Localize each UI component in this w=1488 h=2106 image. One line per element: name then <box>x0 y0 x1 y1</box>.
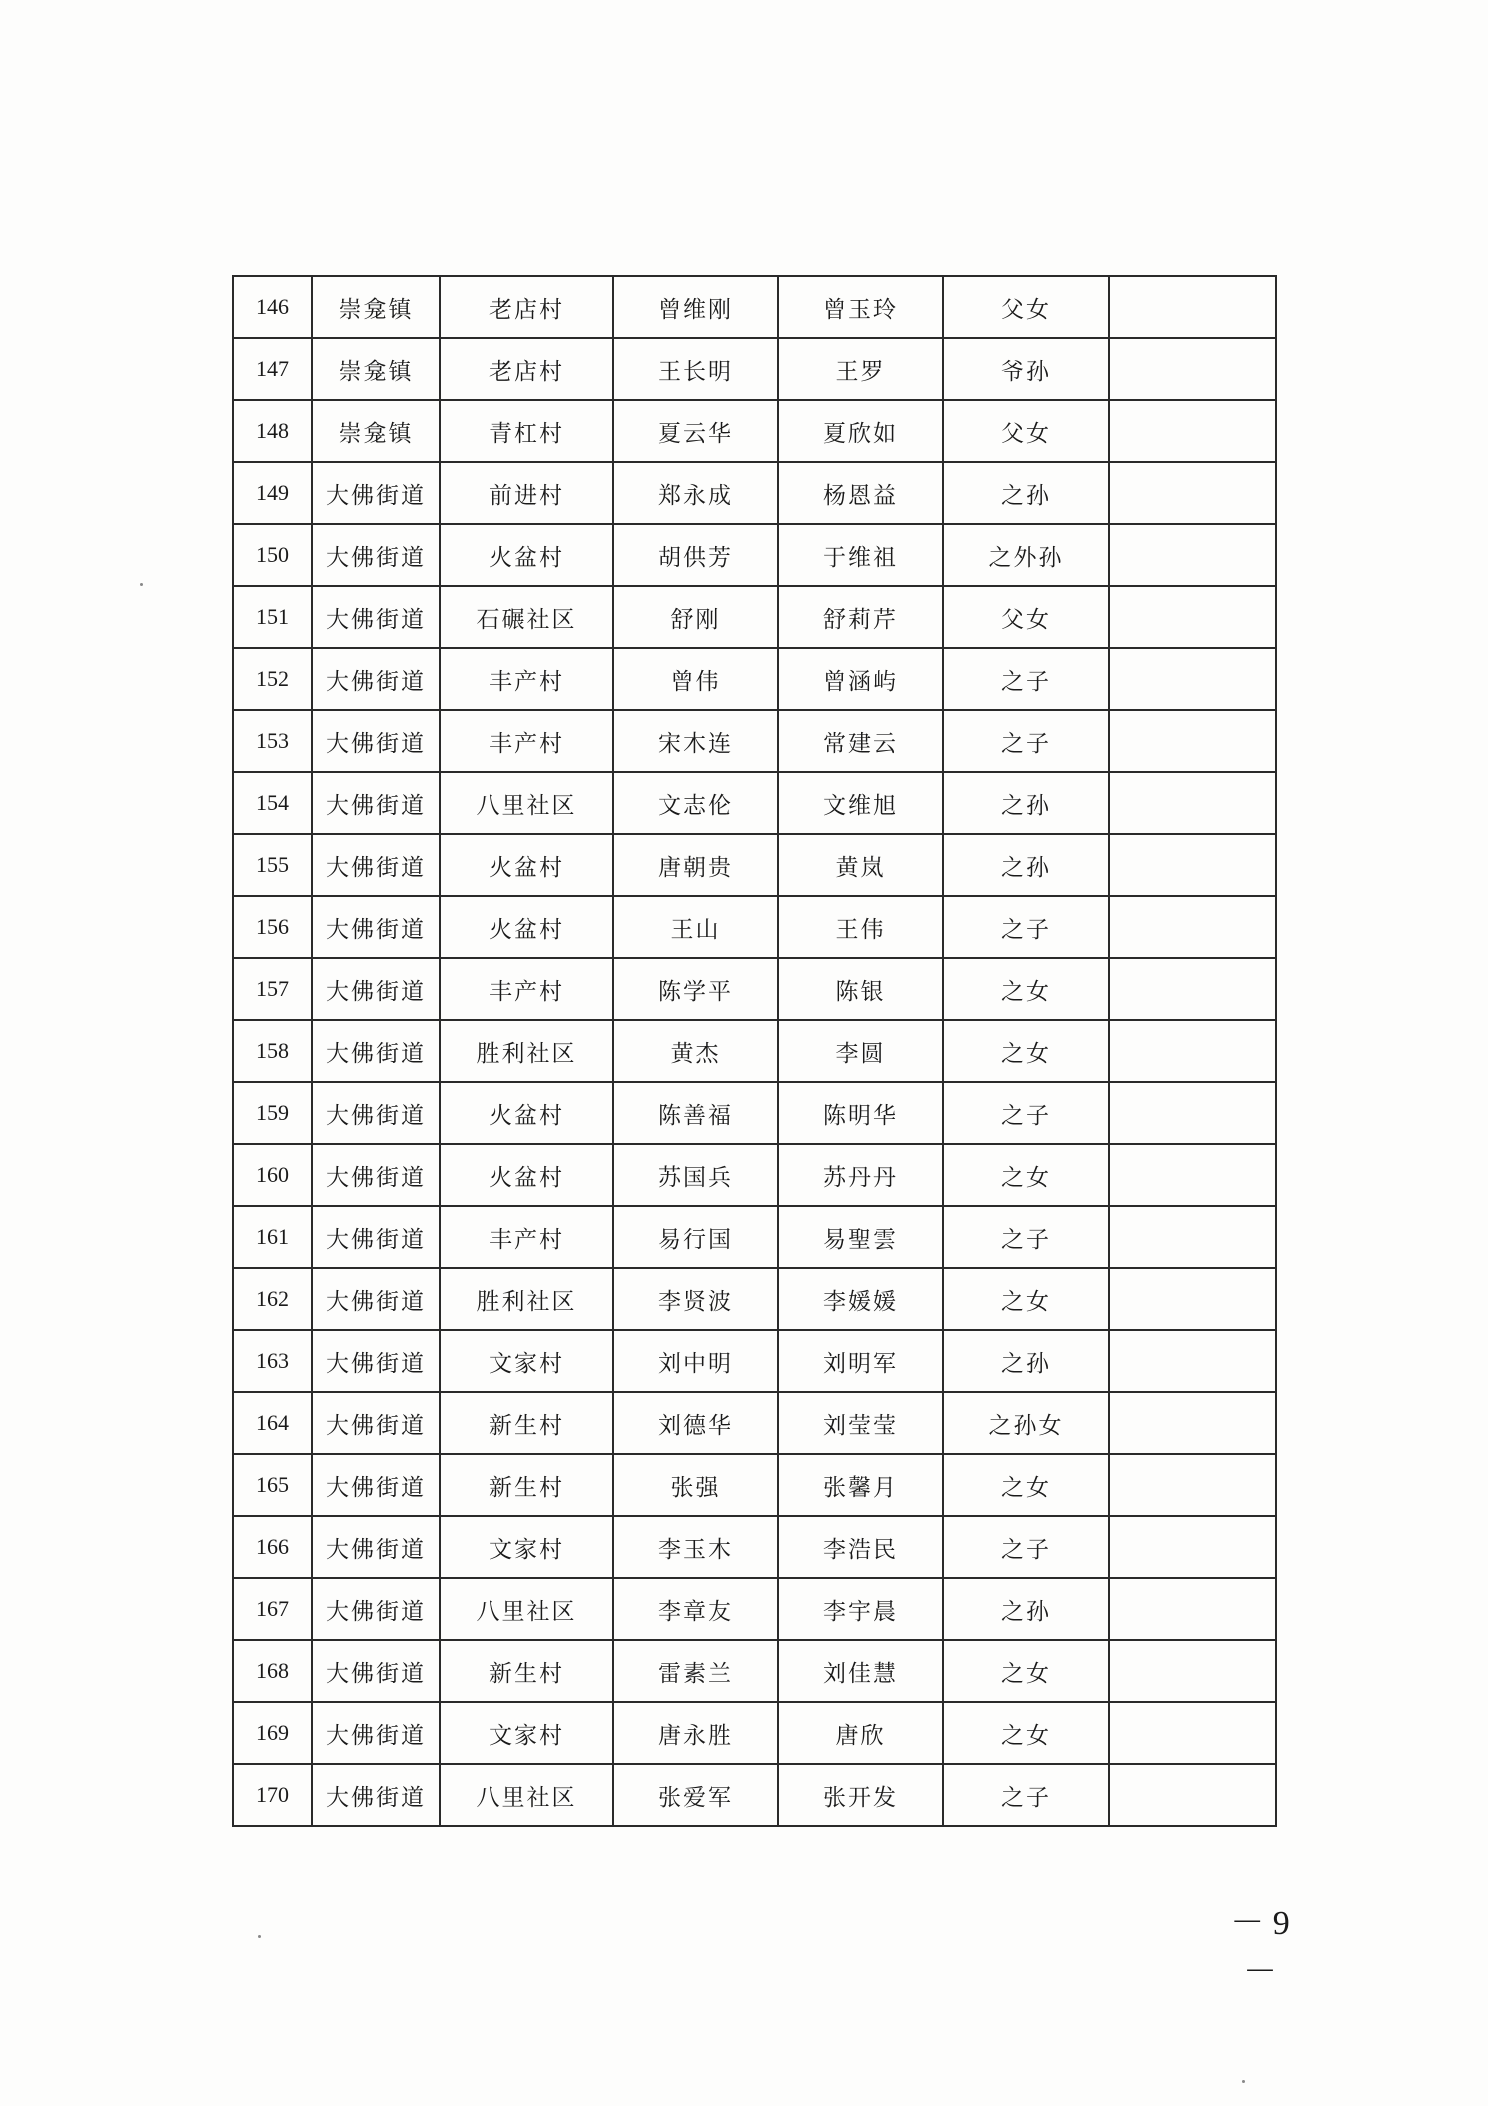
table-row <box>233 834 1276 896</box>
note-cell <box>1109 1330 1276 1392</box>
dependent-name-cell: 王伟 <box>778 896 943 958</box>
row-number-cell: 162 <box>233 1268 312 1330</box>
town-cell: 大佛街道 <box>312 710 440 772</box>
village-cell: 火盆村 <box>440 1144 613 1206</box>
town-cell: 大佛街道 <box>312 648 440 710</box>
row-number-cell: 148 <box>233 400 312 462</box>
village-cell: 火盆村 <box>440 524 613 586</box>
village-cell: 老店村 <box>440 338 613 400</box>
table-row <box>233 958 1276 1020</box>
town-cell: 大佛街道 <box>312 524 440 586</box>
row-number-cell: 150 <box>233 524 312 586</box>
scan-speck <box>1242 2080 1245 2083</box>
dependent-name-cell: 李媛媛 <box>778 1268 943 1330</box>
town-cell: 大佛街道 <box>312 896 440 958</box>
row-number-cell: 156 <box>233 896 312 958</box>
note-cell <box>1109 710 1276 772</box>
relation-cell: 之女 <box>943 958 1109 1020</box>
town-cell: 大佛街道 <box>312 1082 440 1144</box>
scan-speck <box>140 583 143 586</box>
row-number-cell: 170 <box>233 1764 312 1826</box>
name-cell: 唐朝贵 <box>613 834 778 896</box>
town-cell: 大佛街道 <box>312 1144 440 1206</box>
table-row <box>233 710 1276 772</box>
village-cell: 胜利社区 <box>440 1268 613 1330</box>
name-cell: 夏云华 <box>613 400 778 462</box>
village-cell: 丰产村 <box>440 710 613 772</box>
name-cell: 苏国兵 <box>613 1144 778 1206</box>
town-cell: 大佛街道 <box>312 1578 440 1640</box>
name-cell: 雷素兰 <box>613 1640 778 1702</box>
town-cell: 大佛街道 <box>312 834 440 896</box>
table-row <box>233 276 1276 338</box>
row-number-cell: 151 <box>233 586 312 648</box>
table-row <box>233 1764 1276 1826</box>
village-cell: 八里社区 <box>440 772 613 834</box>
name-cell: 郑永成 <box>613 462 778 524</box>
table-row <box>233 462 1276 524</box>
row-number-cell: 165 <box>233 1454 312 1516</box>
row-number-cell: 158 <box>233 1020 312 1082</box>
table-row <box>233 1082 1276 1144</box>
relation-cell: 之子 <box>943 1082 1109 1144</box>
row-number-cell: 157 <box>233 958 312 1020</box>
village-cell: 新生村 <box>440 1392 613 1454</box>
note-cell <box>1109 1578 1276 1640</box>
dependent-name-cell: 陈银 <box>778 958 943 1020</box>
row-number-cell: 159 <box>233 1082 312 1144</box>
table-row <box>233 1392 1276 1454</box>
relation-cell: 之孙 <box>943 772 1109 834</box>
town-cell: 大佛街道 <box>312 772 440 834</box>
relation-cell: 爷孙 <box>943 338 1109 400</box>
note-cell <box>1109 1392 1276 1454</box>
row-number-cell: 167 <box>233 1578 312 1640</box>
relation-cell: 之子 <box>943 896 1109 958</box>
note-cell <box>1109 524 1276 586</box>
name-cell: 曾伟 <box>613 648 778 710</box>
note-cell <box>1109 896 1276 958</box>
name-cell: 张爱军 <box>613 1764 778 1826</box>
dependent-name-cell: 舒莉芹 <box>778 586 943 648</box>
village-cell: 文家村 <box>440 1702 613 1764</box>
note-cell <box>1109 1020 1276 1082</box>
town-cell: 大佛街道 <box>312 1640 440 1702</box>
dependent-name-cell: 张馨月 <box>778 1454 943 1516</box>
town-cell: 大佛街道 <box>312 1702 440 1764</box>
relation-cell: 之孙女 <box>943 1392 1109 1454</box>
row-number-cell: 155 <box>233 834 312 896</box>
table-row <box>233 1640 1276 1702</box>
note-cell <box>1109 834 1276 896</box>
note-cell <box>1109 1268 1276 1330</box>
village-cell: 新生村 <box>440 1640 613 1702</box>
relation-cell: 之女 <box>943 1268 1109 1330</box>
table-row <box>233 1330 1276 1392</box>
name-cell: 易行国 <box>613 1206 778 1268</box>
name-cell: 陈学平 <box>613 958 778 1020</box>
name-cell: 李玉木 <box>613 1516 778 1578</box>
dependent-name-cell: 常建云 <box>778 710 943 772</box>
name-cell: 曾维刚 <box>613 276 778 338</box>
name-cell: 李章友 <box>613 1578 778 1640</box>
note-cell <box>1109 772 1276 834</box>
dependent-name-cell: 易聖雲 <box>778 1206 943 1268</box>
village-cell: 火盆村 <box>440 1082 613 1144</box>
relation-cell: 之女 <box>943 1702 1109 1764</box>
table-row <box>233 896 1276 958</box>
name-cell: 黄杰 <box>613 1020 778 1082</box>
village-cell: 胜利社区 <box>440 1020 613 1082</box>
row-number-cell: 163 <box>233 1330 312 1392</box>
row-number-cell: 147 <box>233 338 312 400</box>
dependent-name-cell: 李宇晨 <box>778 1578 943 1640</box>
relation-cell: 之子 <box>943 1206 1109 1268</box>
table-row <box>233 1144 1276 1206</box>
row-number-cell: 166 <box>233 1516 312 1578</box>
village-cell: 前进村 <box>440 462 613 524</box>
town-cell: 大佛街道 <box>312 1330 440 1392</box>
name-cell: 刘中明 <box>613 1330 778 1392</box>
table-row <box>233 1268 1276 1330</box>
village-cell: 文家村 <box>440 1516 613 1578</box>
table-row <box>233 648 1276 710</box>
scan-speck <box>258 1935 261 1938</box>
town-cell: 大佛街道 <box>312 1020 440 1082</box>
relation-cell: 之女 <box>943 1020 1109 1082</box>
row-number-cell: 160 <box>233 1144 312 1206</box>
row-number-cell: 153 <box>233 710 312 772</box>
town-cell: 崇龛镇 <box>312 276 440 338</box>
relation-cell: 之孙 <box>943 1330 1109 1392</box>
relation-cell: 之外孙 <box>943 524 1109 586</box>
dependent-name-cell: 夏欣如 <box>778 400 943 462</box>
name-cell: 唐永胜 <box>613 1702 778 1764</box>
town-cell: 崇龛镇 <box>312 400 440 462</box>
relation-cell: 父女 <box>943 276 1109 338</box>
table-row <box>233 1020 1276 1082</box>
table-row <box>233 400 1276 462</box>
note-cell <box>1109 1206 1276 1268</box>
name-cell: 张强 <box>613 1454 778 1516</box>
row-number-cell: 169 <box>233 1702 312 1764</box>
relation-cell: 之子 <box>943 710 1109 772</box>
name-cell: 陈善福 <box>613 1082 778 1144</box>
table-row <box>233 772 1276 834</box>
relation-cell: 之孙 <box>943 834 1109 896</box>
note-cell <box>1109 1764 1276 1826</box>
dependent-name-cell: 唐欣 <box>778 1702 943 1764</box>
name-cell: 胡供芳 <box>613 524 778 586</box>
relation-cell: 之女 <box>943 1640 1109 1702</box>
note-cell <box>1109 1516 1276 1578</box>
row-number-cell: 152 <box>233 648 312 710</box>
dependent-name-cell: 于维祖 <box>778 524 943 586</box>
town-cell: 大佛街道 <box>312 1206 440 1268</box>
dependent-name-cell: 文维旭 <box>778 772 943 834</box>
note-cell <box>1109 1454 1276 1516</box>
town-cell: 大佛街道 <box>312 1268 440 1330</box>
village-cell: 新生村 <box>440 1454 613 1516</box>
relation-cell: 之女 <box>943 1454 1109 1516</box>
note-cell <box>1109 648 1276 710</box>
row-number-cell: 168 <box>233 1640 312 1702</box>
dependent-name-cell: 刘莹莹 <box>778 1392 943 1454</box>
row-number-cell: 149 <box>233 462 312 524</box>
village-cell: 八里社区 <box>440 1578 613 1640</box>
roster-table <box>232 275 1277 1827</box>
village-cell: 火盆村 <box>440 896 613 958</box>
town-cell: 大佛街道 <box>312 1392 440 1454</box>
note-cell <box>1109 400 1276 462</box>
dependent-name-cell: 曾玉玲 <box>778 276 943 338</box>
note-cell <box>1109 338 1276 400</box>
town-cell: 大佛街道 <box>312 1764 440 1826</box>
dependent-name-cell: 刘佳慧 <box>778 1640 943 1702</box>
dependent-name-cell: 苏丹丹 <box>778 1144 943 1206</box>
note-cell <box>1109 1640 1276 1702</box>
town-cell: 崇龛镇 <box>312 338 440 400</box>
dependent-name-cell: 张开发 <box>778 1764 943 1826</box>
village-cell: 石碾社区 <box>440 586 613 648</box>
row-number-cell: 146 <box>233 276 312 338</box>
name-cell: 刘德华 <box>613 1392 778 1454</box>
dependent-name-cell: 王罗 <box>778 338 943 400</box>
note-cell <box>1109 462 1276 524</box>
row-number-cell: 164 <box>233 1392 312 1454</box>
table-row <box>233 1206 1276 1268</box>
village-cell: 青杠村 <box>440 400 613 462</box>
town-cell: 大佛街道 <box>312 1454 440 1516</box>
dependent-name-cell: 李圆 <box>778 1020 943 1082</box>
relation-cell: 之子 <box>943 1764 1109 1826</box>
table-row <box>233 1454 1276 1516</box>
page-number: － 9 － <box>1230 1905 1290 1991</box>
relation-cell: 之孙 <box>943 1578 1109 1640</box>
village-cell: 文家村 <box>440 1330 613 1392</box>
village-cell: 老店村 <box>440 276 613 338</box>
row-number-cell: 161 <box>233 1206 312 1268</box>
table-row <box>233 1702 1276 1764</box>
row-number-cell: 154 <box>233 772 312 834</box>
note-cell <box>1109 1082 1276 1144</box>
name-cell: 舒刚 <box>613 586 778 648</box>
village-cell: 火盆村 <box>440 834 613 896</box>
name-cell: 王长明 <box>613 338 778 400</box>
name-cell: 文志伦 <box>613 772 778 834</box>
roster-table-body <box>233 276 1276 1826</box>
relation-cell: 之女 <box>943 1144 1109 1206</box>
relation-cell: 父女 <box>943 586 1109 648</box>
village-cell: 丰产村 <box>440 958 613 1020</box>
relation-cell: 父女 <box>943 400 1109 462</box>
relation-cell: 之孙 <box>943 462 1109 524</box>
relation-cell: 之子 <box>943 1516 1109 1578</box>
note-cell <box>1109 276 1276 338</box>
table-row <box>233 1578 1276 1640</box>
town-cell: 大佛街道 <box>312 586 440 648</box>
dependent-name-cell: 李浩民 <box>778 1516 943 1578</box>
relation-cell: 之子 <box>943 648 1109 710</box>
table-row <box>233 586 1276 648</box>
table-row <box>233 524 1276 586</box>
note-cell <box>1109 958 1276 1020</box>
dependent-name-cell: 杨恩益 <box>778 462 943 524</box>
dependent-name-cell: 黄岚 <box>778 834 943 896</box>
note-cell <box>1109 1144 1276 1206</box>
name-cell: 王山 <box>613 896 778 958</box>
table-row <box>233 1516 1276 1578</box>
dependent-name-cell: 曾涵屿 <box>778 648 943 710</box>
table-row <box>233 338 1276 400</box>
village-cell: 丰产村 <box>440 1206 613 1268</box>
name-cell: 宋木连 <box>613 710 778 772</box>
town-cell: 大佛街道 <box>312 1516 440 1578</box>
town-cell: 大佛街道 <box>312 462 440 524</box>
dependent-name-cell: 刘明军 <box>778 1330 943 1392</box>
note-cell <box>1109 1702 1276 1764</box>
name-cell: 李贤波 <box>613 1268 778 1330</box>
village-cell: 八里社区 <box>440 1764 613 1826</box>
dependent-name-cell: 陈明华 <box>778 1082 943 1144</box>
town-cell: 大佛街道 <box>312 958 440 1020</box>
village-cell: 丰产村 <box>440 648 613 710</box>
note-cell <box>1109 586 1276 648</box>
